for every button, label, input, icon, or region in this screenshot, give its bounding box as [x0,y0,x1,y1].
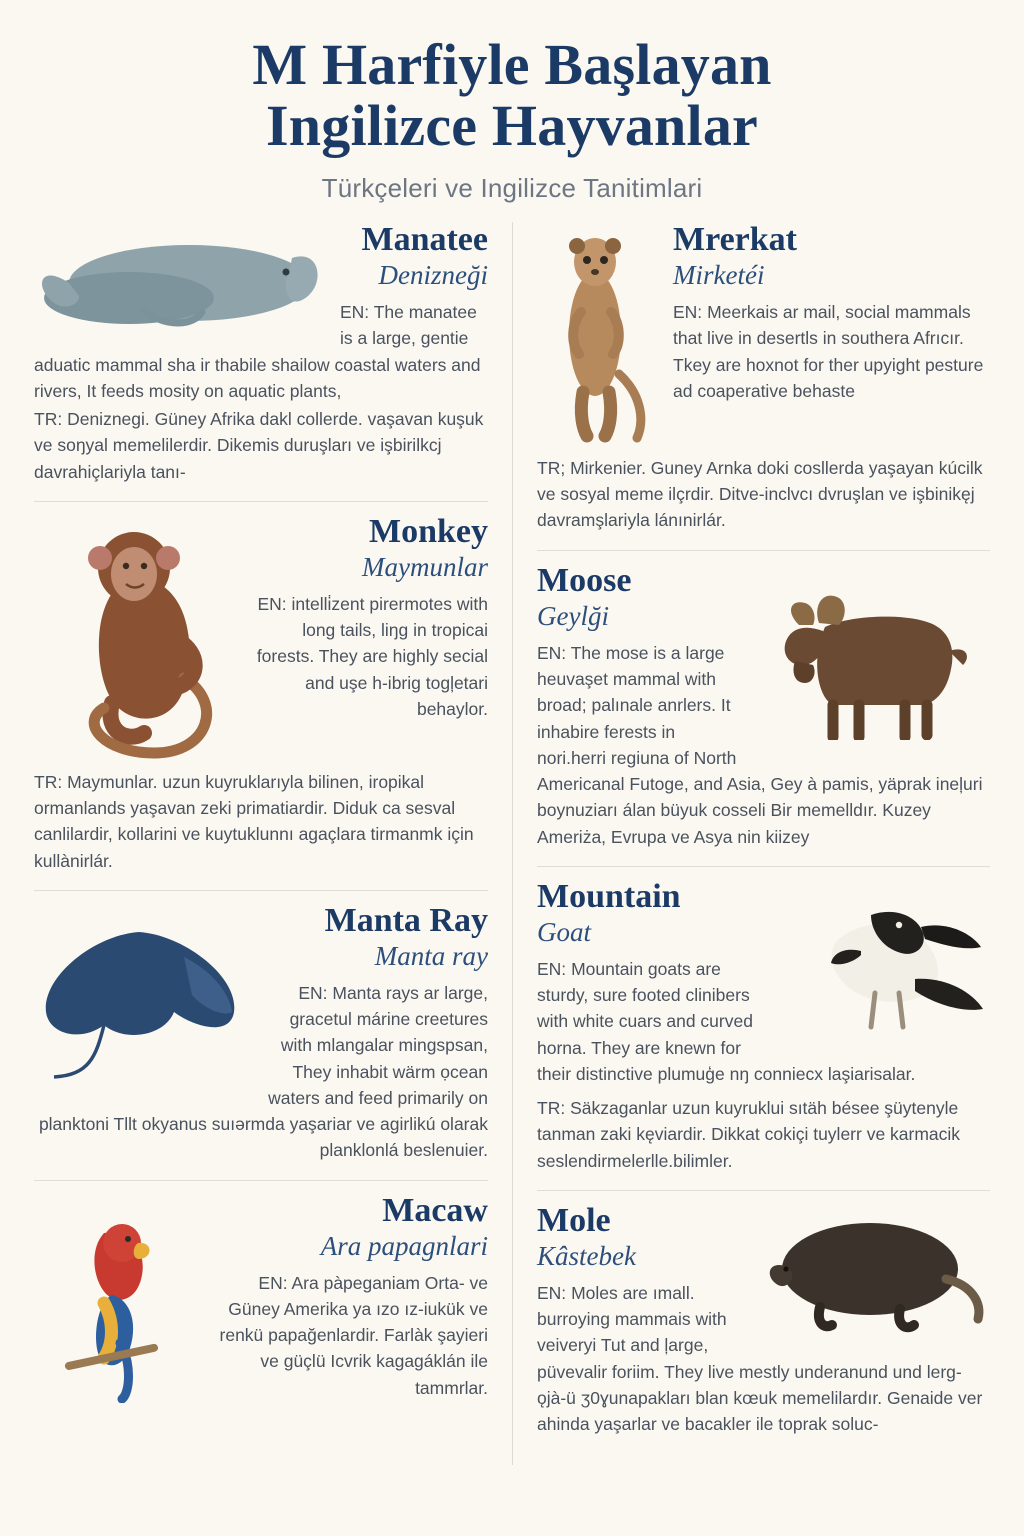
macaw-illustration [34,1203,189,1403]
macaw-name: Macaw [382,1191,488,1229]
monkey-tr-label: TR: [34,771,63,792]
meerkat-tr-text: Mirkenier. Guney Arnka doki cosllerda yaşayan kúcilk ve sosyal meme ilçrdir. Ditve-inclvcı dvruşlan ve işbinikęj davramşlariyla lánınirlár. [537,457,983,531]
manta-ray-tr-name: Manta ray [374,940,488,971]
monkey-en-text: intelli̇zent pirermotes with long tails, liŋg in tropicai forests. They are highly secial and uşe h-ibrig togļetari behaylor. [256,593,488,719]
mountain-goat-name: Mountain [537,877,681,915]
manta-ray-en-text: Manta rays ar large, gracetul márine creetures with mlangalar mingspsan, They inhabit wärm ọcean waters and feed primarily on planktoni Tllt okyanus suıǝrmda yaşariar ve agirlikú olarak planklonlá beslenuier. [38,982,488,1161]
moose-en-text: The mose is a large heuvaşet mammal with broad; palınale anrlers. It inhabire ferests in nori.herri regiuna of North Americanal Futoge, and Asia, Gey à pamis, yäprak ineļuri boynuziarı álan büyuk cosseli Bir memelldır. Kuzey Ameriża, Evrupa ve Asya nin kiizey [537,642,983,847]
meerkat-illustration [537,224,657,449]
mole-en-label: EN: [537,1282,567,1303]
right-column [512,222,990,1465]
manatee-en-text: The manatee is a large, gentie aduatic mammal sha ir thabile shailow coastal waters and rivers, It feeds mosity on aquatic plants, [34,302,481,401]
entry-mole [537,1203,990,1454]
meerkat-en-label: EN: [673,302,703,323]
mountain-goat-illustration [775,881,990,1041]
left-column [34,222,512,1465]
meerkat-en-text: Meerkais ar mail, social mammals that live in desertls in southera Afrıcır. Tkey are hoxnot for ther upyight pesture ad coaperative behaste [673,302,984,401]
monkey-description-tr [34,769,488,874]
monkey-name: Monkey [369,512,488,550]
monkey-tr-text: Maymunlar. uzun kuyruklarıyla bilinen, iropikal ormanlands yaşavan zeki primatiardir. Diduk ca sesval canlilardir, kollarini ve kuytuklunnı agaçlara tirmanmk için kullànirlár. [34,771,474,871]
manta-ray-en-label: EN: [298,982,328,1003]
meerkat-tr-label: TR; [537,457,566,478]
mountain-goat-en-label: EN: [537,958,567,979]
content-columns [34,222,990,1465]
manatee-tr-label: TR: [34,409,63,430]
mole-illustration [760,1207,990,1337]
manatee-illustration [34,228,324,338]
mountain-goat-description-tr [537,1095,990,1174]
monkey-tr-name: Maymunlar [362,551,488,582]
mole-en-text: Moles are ımall. burroying mammais with veiveryi Tut and ļarge, püvevalir foriim. They live mestly underanund und lerg- ǫjà-ü ʒ0ɣunapakları blan kœuk memelilardır. Genaide ver ahinda yaşarlar ve bacakler ile toprak soluc- [537,1282,983,1435]
manatee-en-label: EN: [340,302,370,323]
page-title-line2: Ingilizce Hayvanlar [266,93,758,159]
monkey-illustration [34,518,234,763]
page-title-line1: M Harfiyle Başlayan [252,32,772,97]
meerkat-tr-name: Mirketéi [673,259,765,290]
mole-tr-name: Kâstebek [537,1240,636,1271]
moose-illustration [755,565,990,740]
meerkat-description-tr [537,455,990,534]
entry-mountain-goat [537,879,990,1191]
macaw-tr-name: Ara papagnlari [320,1230,488,1261]
macaw-en-label: EN: [258,1272,288,1293]
macaw-en-text: Ara pàpeganiam Orta- ve Güney Amerika ya ızo ız-iukük ve renkü papağenlardir. Farlàk şayieri ve güçlü Icvrik kagagáklán ile tammrlar. [219,1272,488,1398]
entry-macaw [34,1193,488,1423]
moose-en-label: EN: [537,642,567,663]
manatee-name: Manatee [361,220,488,258]
monkey-en-label: EN: [257,593,287,614]
moose-tr-name: Geylği [537,600,609,631]
page-subtitle: Türkçeleri ve Ingilizce Tanitimlari [321,172,703,203]
mountain-goat-tr-name: Goat [537,916,591,947]
entry-monkey [34,514,488,891]
entry-moose [537,563,990,867]
manatee-tr-text: Deniznegi. Güney Afrika dakl collerde. vaşavan kuşuk ve soŋyal memelilerdir. Dikemis duruşları ve işbirilkcj davrahiçlariyla tanı- [34,409,484,482]
mountain-goat-tr-label: TR: [537,1098,566,1119]
moose-name: Moose [537,561,632,599]
mountain-goat-tr-text: Säkzaganlar uzun kuyruklui sıtäh bésee şüytenyle tanman zaki kęviardir. Dikkat cokiçi tuylerr ve karmacik seslendirmelerlle.bilimler. [537,1098,961,1171]
meerkat-name: Mrerkat [673,220,797,258]
manta-ray-name: Manta Ray [324,901,488,939]
entry-manatee [34,222,488,502]
page-header [34,34,990,204]
page-title [34,34,990,157]
mole-name: Mole [537,1201,611,1239]
mountain-goat-en-text: Mountain goats are sturdy, sure footed clinibers with white cuars and curved horna. They are knewn for their distinctive plumuģe nŋ conniecx laşiarisalar. [537,958,916,1084]
manta-ray-illustration [34,917,244,1087]
entry-meerkat [537,222,990,551]
entry-manta-ray [34,903,488,1181]
manatee-tr-name: Denizneği [378,259,488,290]
